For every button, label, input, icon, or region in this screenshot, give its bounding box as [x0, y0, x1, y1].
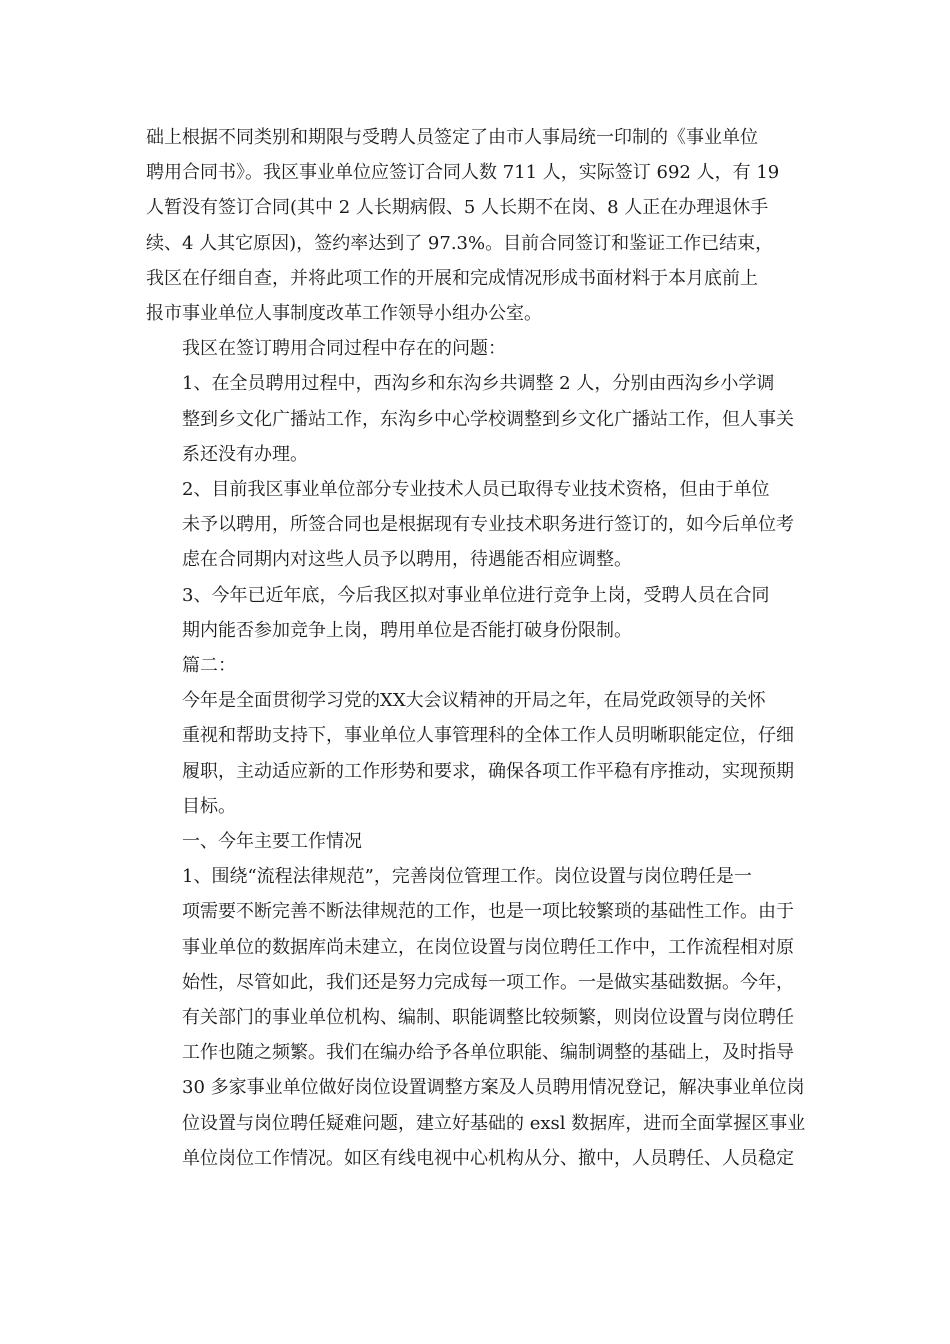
text-line: 始性，尽管如此，我们还是努力完成每一项工作。一是做实基础数据。今年， [182, 971, 794, 993]
text-line: 履职，主动适应新的工作形势和要求，确保各项工作平稳有序推动，实现预期 [182, 760, 794, 782]
text-line: 一、今年主要工作情况 [182, 831, 362, 853]
paragraph [146, 366, 806, 472]
text-line: 续、4 人其它原因)，签约率达到了 97.3%。目前合同签订和鉴证工作已结束， [146, 232, 774, 254]
text-line: 篇二： [182, 655, 236, 677]
text-line: 础上根据不同类别和期限与受聘人员签定了由市人事局统一印制的《事业单位 [146, 127, 758, 148]
text-line: 工作也随之频繁。我们在编办给予各单位职能、编制调整的基础上，及时指导 [182, 1042, 794, 1064]
paragraph [146, 648, 806, 683]
text-line: 今年是全面贯彻学习党的XX大会议精神的开局之年，在局党政领导的关怀 [182, 690, 766, 712]
text-line: 1、在全员聘用过程中，西沟乡和东沟乡共调整 2 人，分别由西沟乡小学调 [182, 373, 775, 395]
paragraph [146, 331, 806, 366]
paragraph [146, 824, 806, 859]
text-line: 重视和帮助支持下，事业单位人事管理科的全体工作人员明晰职能定位，仔细 [182, 725, 794, 747]
text-line: 我区在签订聘用合同过程中存在的问题： [182, 338, 506, 360]
text-line: 1、围绕“流程法律规范”，完善岗位管理工作。岗位设置与岗位聘任是一 [182, 866, 752, 888]
text-line: 我区在仔细自查，并将此项工作的开展和完成情况形成书面材料于本月底前上 [146, 267, 758, 289]
text-line: 项需要不断完善不断法律规范的工作，也是一项比较繁琐的基础性工作。由于 [182, 901, 794, 923]
text-line: 有关部门的事业单位机构、编制、职能调整比较频繁，则岗位设置与岗位聘任 [182, 1007, 794, 1029]
text-line: 聘用合同书》。我区事业单位应签订合同人数 711 人，实际签订 692 人，有 19 [146, 162, 780, 184]
text-line: 30 多家事业单位做好岗位设置调整方案及人员聘用情况登记，解决事业单位岗 [182, 1077, 805, 1099]
text-line: 目标。 [182, 795, 236, 817]
text-line: 系还没有办理。 [182, 443, 308, 465]
text-line: 位设置与岗位聘任疑难问题，建立好基础的 exsl 数据库，进而全面掌握区事业 [182, 1112, 806, 1134]
text-line: 事业单位的数据库尚未建立，在岗位设置与岗位聘任工作中，工作流程相对原 [182, 936, 794, 958]
paragraph [146, 578, 806, 648]
text-line: 虑在合同期内对这些人员予以聘用，待遇能否相应调整。 [182, 549, 632, 571]
text-line: 单位岗位工作情况。如区有线电视中心机构从分、撤中，人员聘任、人员稳定 [182, 1147, 794, 1169]
paragraph [146, 859, 806, 1176]
text-line: 未予以聘用，所签合同也是根据现有专业技术职务进行签订的，如今后单位考 [182, 514, 794, 536]
text-line: 3、今年已近年底，今后我区拟对事业单位进行竞争上岗，受聘人员在合同 [182, 584, 770, 606]
text-line: 期内能否参加竞争上岗，聘用单位是否能打破身份限制。 [182, 619, 632, 641]
paragraph [146, 472, 806, 578]
text-line: 人暂没有签订合同(其中 2 人长期病假、5 人长期不在岗、8 人正在办理退休手 [146, 197, 769, 219]
paragraph [146, 120, 806, 331]
text-line: 报市事业单位人事制度改革工作领导小组办公室。 [146, 303, 542, 325]
paragraph [146, 683, 806, 824]
document-page [146, 120, 806, 1176]
text-line: 2、目前我区事业单位部分专业技术人员已取得专业技术资格，但由于单位 [182, 479, 770, 501]
text-line: 整到乡文化广播站工作，东沟乡中心学校调整到乡文化广播站工作，但人事关 [182, 408, 794, 430]
